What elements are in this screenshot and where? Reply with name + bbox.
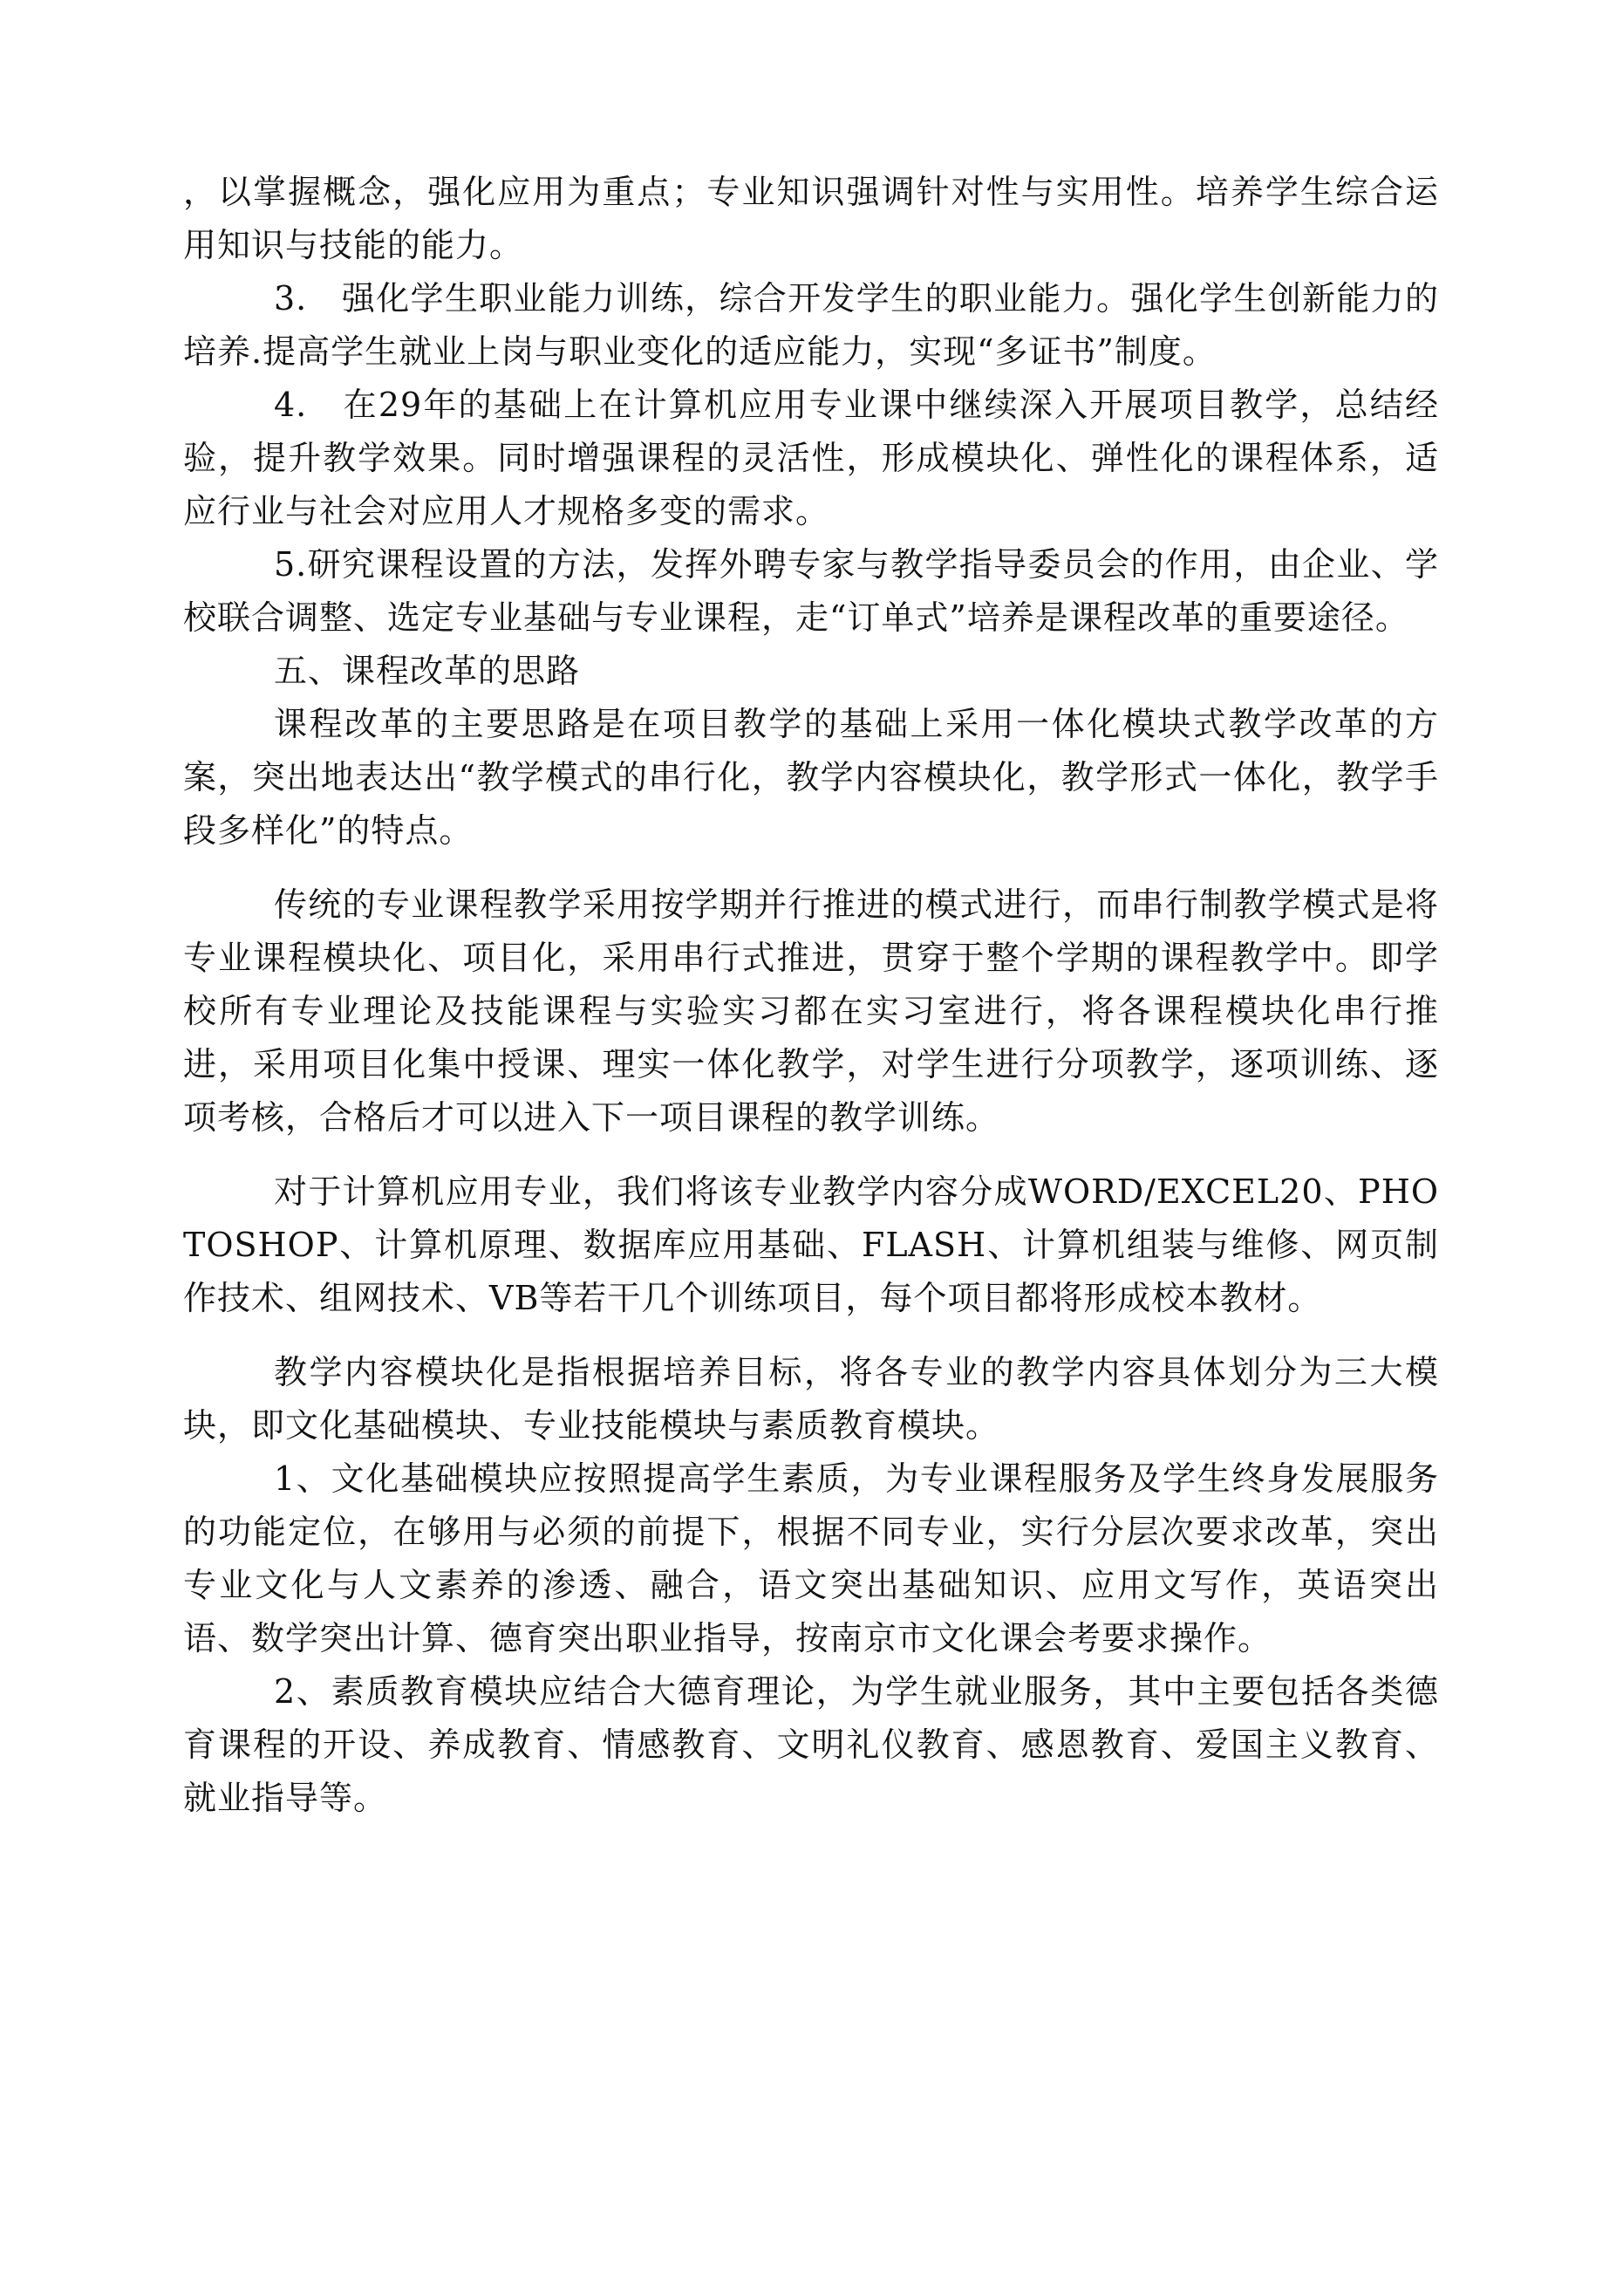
paragraph-computer-application: 对于计算机应用专业，我们将该专业教学内容分成WORD/EXCEL20、PHOTOSHOP、计算机原理、数据库应用基础、FLASH、计算机组装与维修、网页制作技术、组网技术、VB等若干几个训练项目，每个项目都将形成校本教材。 — [183, 1172, 1439, 1317]
section-heading: 五、课程改革的思路 — [274, 652, 581, 690]
paragraph-continuation: ，以掌握概念，强化应用为重点；专业知识强调针对性与实用性。培养学生综合运用知识与技能的能力。 — [183, 173, 1439, 264]
paragraph-item-5: 5.研究课程设置的方法，发挥外聘专家与教学指导委员会的作用，由企业、学校联合调整、选定专业基础与专业课程，走“订单式”培养是课程改革的重要途径。 — [183, 545, 1439, 637]
document-body — [183, 166, 1439, 1825]
paragraph-traditional-teaching: 传统的专业课程教学采用按学期并行推进的模式进行，而串行制教学模式是将专业课程模块化、项目化，采用串行式推进，贯穿于整个学期的课程教学中。即学校所有专业理论及技能课程与实验实习都在实习室进行，将各课程模块化串行推进，采用项目化集中授课、理实一体化教学，对学生进行分项教学，逐项训练、逐项考核，合格后才可以进入下一项目课程的教学训练。 — [183, 885, 1439, 1137]
paragraph-quality-module: 2、素质教育模块应结合大德育理论，为学生就业服务，其中主要包括各类德育课程的开设、养成教育、情感教育、文明礼仪教育、感恩教育、爱国主义教育、就业指导等。 — [183, 1672, 1439, 1817]
paragraph-item-3: 3. 强化学生职业能力训练，综合开发学生的职业能力。强化学生创新能力的培养.提高学生就业上岗与职业变化的适应能力，实现“多证书”制度。 — [183, 279, 1439, 371]
paragraph-reform-approach: 课程改革的主要思路是在项目教学的基础上采用一体化模块式教学改革的方案，突出地表达出“教学模式的串行化，教学内容模块化，教学形式一体化，教学手段多样化”的特点。 — [183, 705, 1439, 850]
paragraph-modular-content: 教学内容模块化是指根据培养目标，将各专业的教学内容具体划分为三大模块，即文化基础模块、专业技能模块与素质教育模块。 — [183, 1353, 1439, 1445]
paragraph-item-4: 4. 在29年的基础上在计算机应用专业课中继续深入开展项目教学，总结经验，提升教学效果。同时增强课程的灵活性，形成模块化、弹性化的课程体系，适应行业与社会对应用人才规格多变的需求。 — [183, 386, 1439, 530]
paragraph-culture-module: 1、文化基础模块应按照提高学生素质，为专业课程服务及学生终身发展服务的功能定位，在够用与必须的前提下，根据不同专业，实行分层次要求改革，突出专业文化与人文素养的渗透、融合，语文突出基础知识、应用文写作，英语突出语、数学突出计算、德育突出职业指导，按南京市文化课会考要求操作。 — [183, 1459, 1439, 1657]
